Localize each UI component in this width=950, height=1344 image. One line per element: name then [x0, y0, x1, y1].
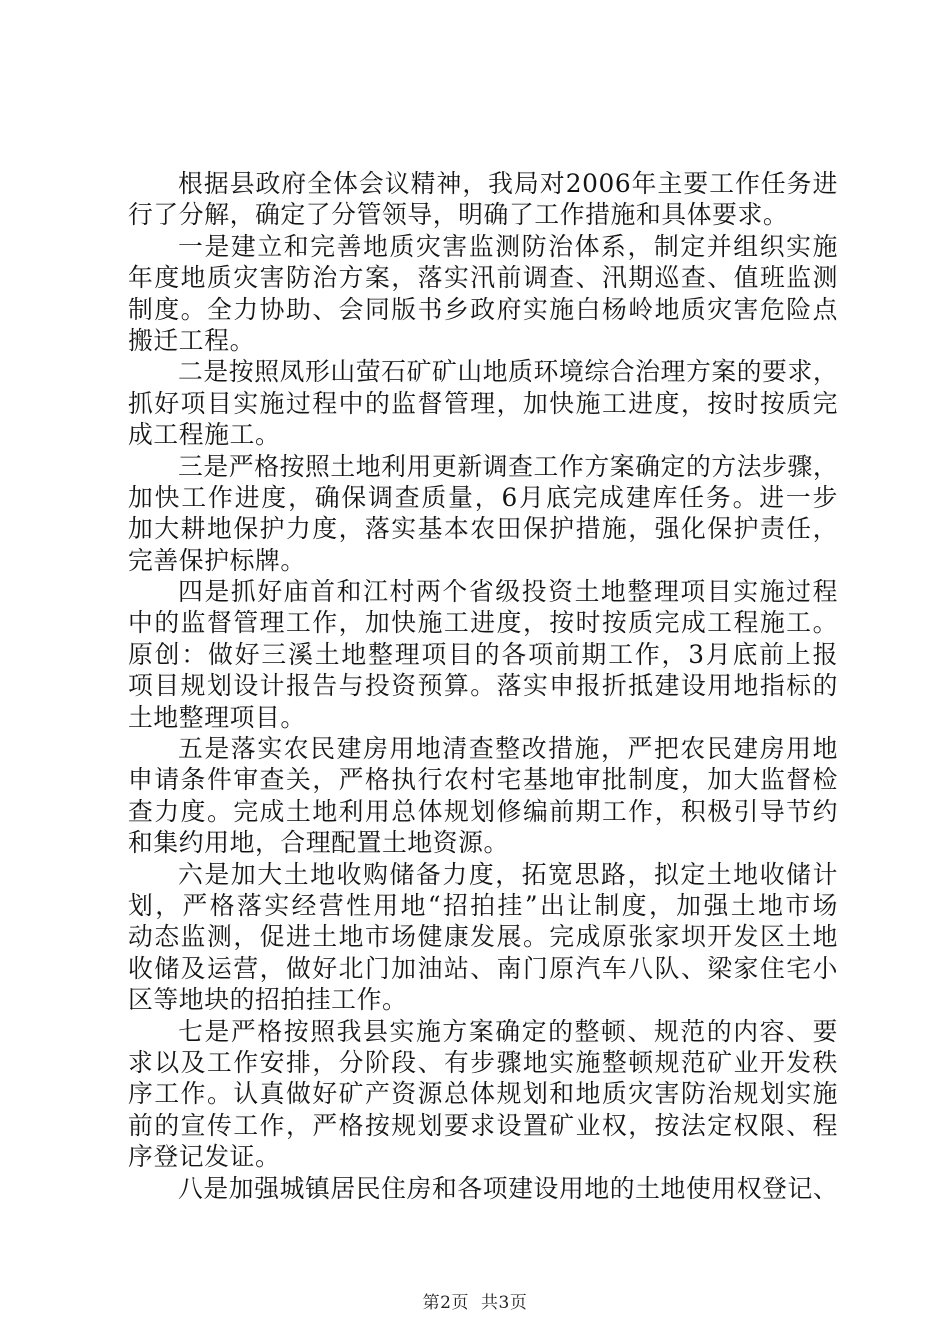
text-line: 前的宣传工作，严格按规划要求设置矿业权，按法定权限、程	[128, 1110, 838, 1140]
text-line: 八是加强城镇居民住房和各项建设用地的土地使用权登记、	[178, 1173, 839, 1203]
text-line: 动态监测，促进土地市场健康发展。完成原张家坝开发区土地	[128, 922, 838, 952]
text-line: 区等地块的招拍挂工作。	[128, 985, 408, 1015]
page-number: 第2页	[422, 1293, 469, 1313]
text-line: 六是加大土地收购储备力度，拓宽思路，拟定土地收储计	[178, 859, 838, 889]
text-line: 查力度。完成土地利用总体规划修编前期工作，积极引导节约	[128, 796, 838, 826]
page-footer	[0, 1288, 950, 1313]
text-line: 行了分解，确定了分管领导，明确了工作措施和具体要求。	[128, 200, 789, 230]
text-line: 七是严格按照我县实施方案确定的整顿、规范的内容、要	[178, 1016, 838, 1046]
text-line: 加大耕地保护力度，落实基本农田保护措施，强化保护责任，	[128, 514, 838, 544]
text-line: 求以及工作安排，分阶段、有步骤地实施整顿规范矿业开发秩	[128, 1047, 838, 1077]
text-line: 一是建立和完善地质灾害监测防治体系，制定并组织实施	[178, 231, 838, 261]
text-line: 和集约用地，合理配置土地资源。	[128, 828, 509, 858]
text-line: 根据县政府全体会议精神，我局对2006年主要工作任务进	[178, 169, 838, 198]
text-line: 收储及运营，做好北门加油站、南门原汽车八队、梁家住宅小	[128, 953, 838, 983]
text-line: 二是按照凤形山萤石矿矿山地质环境综合治理方案的要求，	[178, 357, 839, 387]
text-line: 原创：做好三溪土地整理项目的各项前期工作，3月底前上报	[128, 639, 838, 669]
text-line: 五是落实农民建房用地清查整改措施，严把农民建房用地	[178, 734, 838, 764]
text-line: 抓好项目实施过程中的监督管理，加快施工进度，按时按质完	[128, 388, 838, 418]
text-line: 成工程施工。	[128, 420, 281, 450]
text-line: 四是抓好庙首和江村两个省级投资土地整理项目实施过程	[178, 577, 838, 607]
text-line: 制度。全力协助、会同版书乡政府实施白杨岭地质灾害危险点	[128, 294, 838, 324]
text-line: 划，严格落实经营性用地“招拍挂”出让制度，加强土地市场	[128, 890, 838, 920]
text-line: 加快工作进度，确保调查质量，6月底完成建库任务。进一步	[128, 482, 838, 512]
text-line: 土地整理项目。	[128, 702, 306, 732]
text-line: 申请条件审查关，严格执行农村宅基地审批制度，加大监督检	[128, 765, 838, 795]
text-line: 序登记发证。	[128, 1142, 281, 1172]
document-body	[128, 168, 838, 1204]
page-total: 共3页	[481, 1293, 528, 1313]
text-line: 项目规划设计报告与投资预算。落实申报折抵建设用地指标的	[128, 671, 838, 701]
text-line: 中的监督管理工作，加快施工进度，按时按质完成工程施工。	[128, 608, 838, 638]
text-line: 完善保护标牌。	[128, 545, 306, 575]
text-line: 序工作。认真做好矿产资源总体规划和地质灾害防治规划实施	[128, 1079, 838, 1109]
text-line: 年度地质灾害防治方案，落实汛前调查、汛期巡查、值班监测	[128, 263, 838, 293]
text-line: 搬迁工程。	[128, 325, 255, 355]
text-line: 三是严格按照土地利用更新调查工作方案确定的方法步骤，	[178, 451, 839, 481]
